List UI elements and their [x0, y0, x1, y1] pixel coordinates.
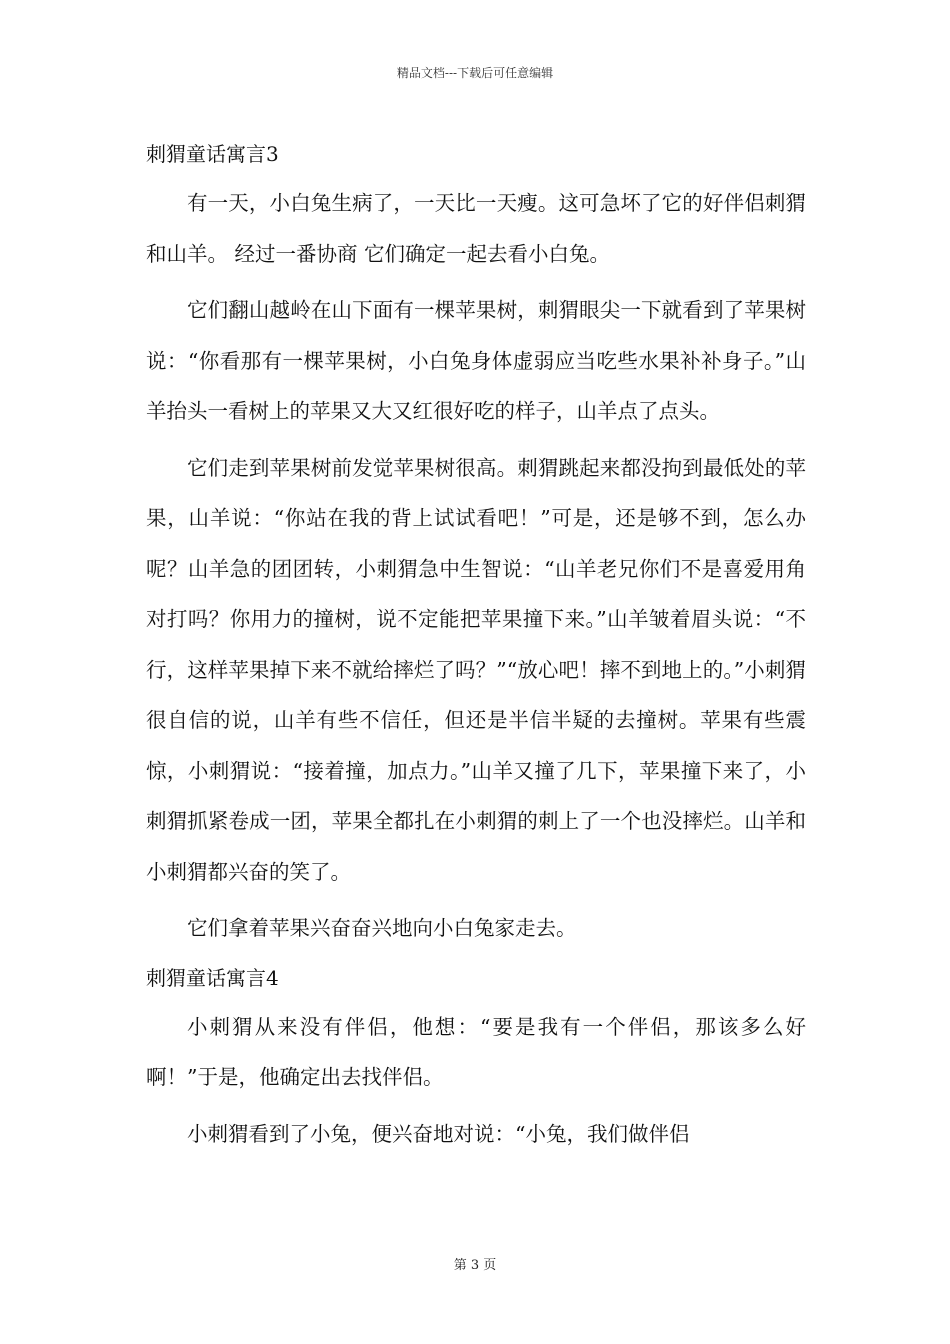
paragraph: 有一天，小白兔生病了，一天比一天瘦。这可急坏了它的好伴侣刺猬和山羊。 经过一番协商 它们确定一起去看小白兔。 — [146, 191, 806, 266]
paragraph: 小刺猬从来没有伴侣，他想：“要是我有一个伴侣，那该多么好啊！”于是，他确定出去找伴侣。 — [146, 1014, 806, 1089]
page-number: 第 3 页 — [453, 1258, 497, 1273]
paragraph: 它们走到苹果树前发觉苹果树很高。刺猬跳起来都没拘到最低处的苹果，山羊说：“你站在我的背上试试看吧！”可是，还是够不到，怎么办呢？山羊急的团团转，小刺猬急中生智说：“山羊老兄你们不是喜爱用角对打吗？你用力的撞树，说不定能把苹果撞下来。”山羊皱着眉头说：“不行，这样苹果掉下来不就给摔烂了吗？”“放心吧！摔不到地上的。”小刺猬很自信的说，山羊有些不信任，但还是半信半疑的去撞树。苹果有些震惊，小刺猬说：“接着撞，加点力。”山羊又撞了几下，苹果撞下来了，小刺猬抓紧卷成一团，苹果全都扎在小刺猬的刺上了一个也没摔烂。山羊和小刺猬都兴奋的笑了。 — [146, 455, 806, 884]
document-body — [146, 130, 806, 1159]
paragraph: 小刺猬看到了小兔，便兴奋地对说：“小兔，我们做伴侣 — [187, 1121, 690, 1146]
section-title: 刺猬童话寓言4 — [146, 965, 279, 990]
page-header: 精品文档---下载后可任意编辑 — [396, 66, 554, 80]
section-title: 刺猬童话寓言3 — [146, 142, 279, 166]
paragraph: 它们拿着苹果兴奋奋兴地向小白兔家走去。 — [187, 916, 577, 940]
paragraph: 它们翻山越岭在山下面有一棵苹果树，刺猬眼尖一下就看到了苹果树说：“你看那有一棵苹果树，小白兔身体虚弱应当吃些水果补补身子。”山羊抬头一看树上的苹果又大又红很好吃的样子，山羊点了点头。 — [146, 298, 806, 423]
